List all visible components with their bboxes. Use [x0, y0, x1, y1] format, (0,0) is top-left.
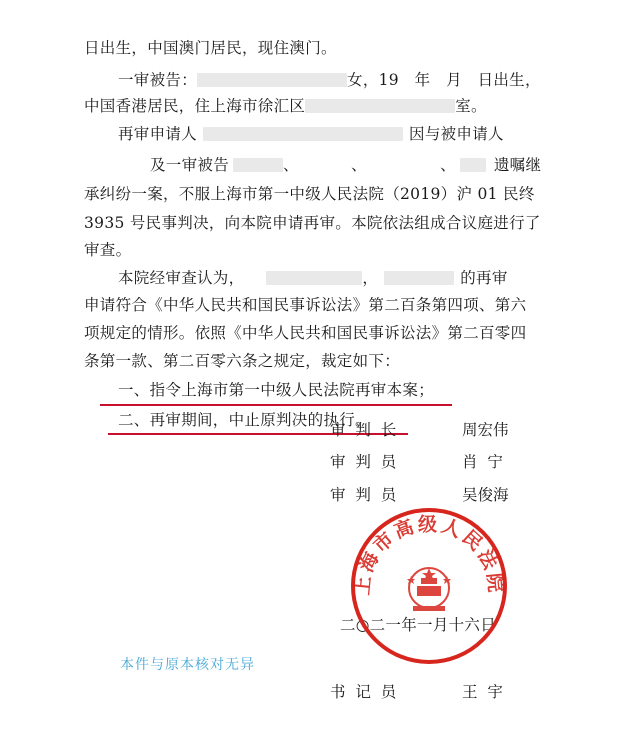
- signature-name: 周宏伟: [462, 421, 509, 439]
- applicant-tail: 因与被申请人: [409, 125, 504, 143]
- ruling-item-1: 一、指令上海市第一中级人民法院再审本案；: [118, 381, 435, 399]
- redaction: [233, 158, 283, 172]
- redaction: [197, 73, 347, 87]
- clerk-name: 王 宇: [462, 683, 503, 701]
- signature-role: 审 判 员: [330, 486, 397, 504]
- body-line-3: [84, 96, 487, 116]
- residence-head: 中国香港居民，住上海市徐汇区: [84, 97, 306, 115]
- body-line-5: [150, 155, 541, 175]
- body-line-9: [118, 268, 508, 288]
- body-line-8: 审查。: [84, 241, 132, 259]
- defendant-birth: 女，19 年 月 日出生，: [347, 71, 541, 89]
- ruling-item-2: 二、再审期间，中止原判决的执行。: [118, 411, 371, 429]
- body-line-12: 条第一款、第二百零六条之规定，裁定如下：: [84, 352, 401, 370]
- ruling-underline-1: [100, 404, 452, 406]
- redaction: [305, 99, 455, 113]
- certification-stamp: 本件与原本核对无异: [120, 657, 255, 673]
- review-head: 本院经审查认为，: [118, 269, 245, 287]
- redaction: [203, 127, 403, 141]
- body-line-1: 日出生，中国澳门居民，现住澳门。: [84, 39, 337, 57]
- body-line-11: 项规定的情形。依照《中华人民共和国民事诉讼法》第二百零四: [84, 324, 527, 342]
- body-line-7: 3935 号民事判决，向本院申请再审。本院依法组成合议庭进行了: [84, 214, 541, 232]
- redaction: [384, 271, 454, 285]
- body-line-4: [118, 124, 504, 144]
- residence-tail: 室。: [455, 97, 487, 115]
- court-seal-icon: [349, 506, 509, 666]
- redaction: [460, 158, 486, 172]
- review-sep: ，: [362, 269, 379, 287]
- signature-role: 审 判 长: [330, 421, 397, 439]
- body-line-2: [118, 70, 541, 90]
- review-tail: 的再审: [460, 269, 508, 287]
- defendant-list-label: 及一审被告: [150, 156, 230, 174]
- defendant-label: 一审被告：: [118, 71, 198, 89]
- body-line-6: 承纠纷一案，不服上海市第一中级人民法院（2019）沪 01 民终: [84, 185, 535, 203]
- separators: 、 、 、: [283, 156, 456, 174]
- applicant-label: 再审申请人: [118, 125, 198, 143]
- redaction: [266, 271, 362, 285]
- signature-name: 肖 宁: [462, 453, 503, 471]
- signature-name: 吴俊海: [462, 486, 509, 504]
- body-line-10: 申请符合《中华人民共和国民事诉讼法》第二百条第四项、第六: [84, 296, 527, 314]
- signature-role: 审 判 员: [330, 453, 397, 471]
- svg-text:上海市高级人民法院: 上海市高级人民法院: [351, 513, 507, 597]
- inheritance-head: 遗嘱继: [493, 156, 542, 174]
- clerk-role: 书 记 员: [330, 683, 397, 701]
- ruling-date: 二○二一年一月十六日: [340, 616, 497, 634]
